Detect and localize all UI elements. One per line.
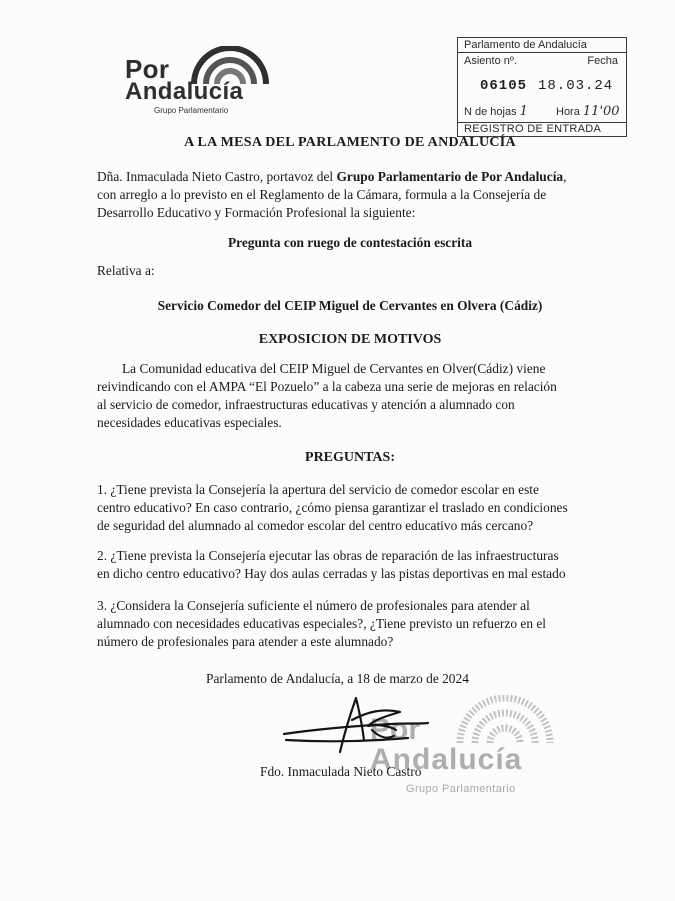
pregunta-3-line-1: 3. ¿Considera la Consejería suficiente el número de profesionales para atender al	[97, 598, 530, 613]
seal-subtitle: Grupo Parlamentario	[406, 783, 516, 795]
logo-subtitle: Grupo Parlamentario	[154, 106, 229, 115]
pregunta-2-line-1: 2. ¿Tiene prevista la Consejería ejecutar las obras de reparación de las infraestructuras	[97, 548, 559, 563]
intro-line-3: Desarrollo Educativo y Formación Profesional la siguiente:	[97, 205, 416, 220]
pregunta-3-line-2: alumnado con necesidades educativas especiales?, ¿Tiene previsto un refuerzo en el	[97, 616, 547, 631]
intro-line-1: Dña. Inmaculada Nieto Castro, portavoz del Grupo Parlamentario de Por Andalucía,	[97, 169, 567, 184]
stamp-hojas: N de hojas 1	[464, 104, 528, 119]
registro-stamp	[457, 37, 627, 137]
stamp-fecha-label: Fecha	[587, 55, 618, 67]
stamp-footer: REGISTRO DE ENTRADA	[464, 123, 602, 135]
logo-word-andalucia: Andalucía	[125, 78, 244, 105]
exposicion-line-4: necesidades educativas especiales.	[97, 415, 282, 430]
seal-word-por: Por	[370, 713, 421, 746]
document-heading: A LA MESA DEL PARLAMENTO DE ANDALUCÍA	[184, 135, 516, 150]
pregunta-1-line-3: de seguridad del alumnado al comedor escolar del centro educativo más cercano?	[97, 518, 534, 533]
stamp-date: 18.03.24	[538, 78, 614, 94]
intro-line-2: con arreglo a lo previsto en el Reglamento de la Cámara, formula a la Consejería de	[97, 187, 547, 202]
seal-arcs-icon	[450, 695, 560, 745]
pregunta-1-line-2: centro educativo? En caso contrario, ¿cómo piensa garantizar el traslado en condiciones	[97, 500, 568, 515]
handwritten-signature	[282, 690, 432, 760]
logo-word-por: Por	[125, 54, 170, 84]
relativa-label: Relativa a:	[97, 263, 155, 278]
exposicion-line-1: La Comunidad educativa del CEIP Miguel de Cervantes en Olver(Cádiz) viene	[122, 361, 546, 376]
exposicion-line-3: al servicio de comedor, infraestructuras educativas y atención a alumnado con	[97, 397, 515, 412]
subject-line: Servicio Comedor del CEIP Miguel de Cervantes en Olvera (Cádiz)	[157, 298, 543, 313]
stamp-hora-value: 11'00	[582, 104, 620, 119]
preguntas-title: PREGUNTAS:	[305, 450, 395, 465]
exposicion-title: EXPOSICION DE MOTIVOS	[258, 332, 442, 347]
pregunta-1-line-1: 1. ¿Tiene prevista la Consejería la apertura del servicio de comedor escolar en este	[97, 482, 539, 497]
signer-name: Fdo. Inmaculada Nieto Castro	[260, 764, 422, 779]
stamp-hora: Hora 11'00	[556, 104, 620, 119]
por-andalucia-logo	[122, 42, 292, 122]
pregunta-2-line-2: en dicho centro educativo? Hay dos aulas cerradas y las pistas deportivas en mal estado	[97, 566, 566, 581]
stamp-asiento-label: Asiento nº.	[464, 55, 517, 67]
stamp-title: Parlamento de Andalucía	[464, 39, 587, 51]
stamp-hojas-value: 1	[519, 104, 528, 119]
place-date: Parlamento de Andalucía, a 18 de marzo de 2024	[206, 671, 469, 686]
stamp-asiento-number: 06105	[480, 78, 528, 94]
pregunta-title: Pregunta con ruego de contestación escrita	[227, 235, 473, 250]
exposicion-line-2: reivindicando con el AMPA “El Pozuelo” a la cabeza una serie de mejoras en relación	[97, 379, 557, 394]
pregunta-3-line-3: número de profesionales para atender a este alumnado?	[97, 634, 394, 649]
seal-word-andalucia: Andalucía	[370, 743, 523, 776]
